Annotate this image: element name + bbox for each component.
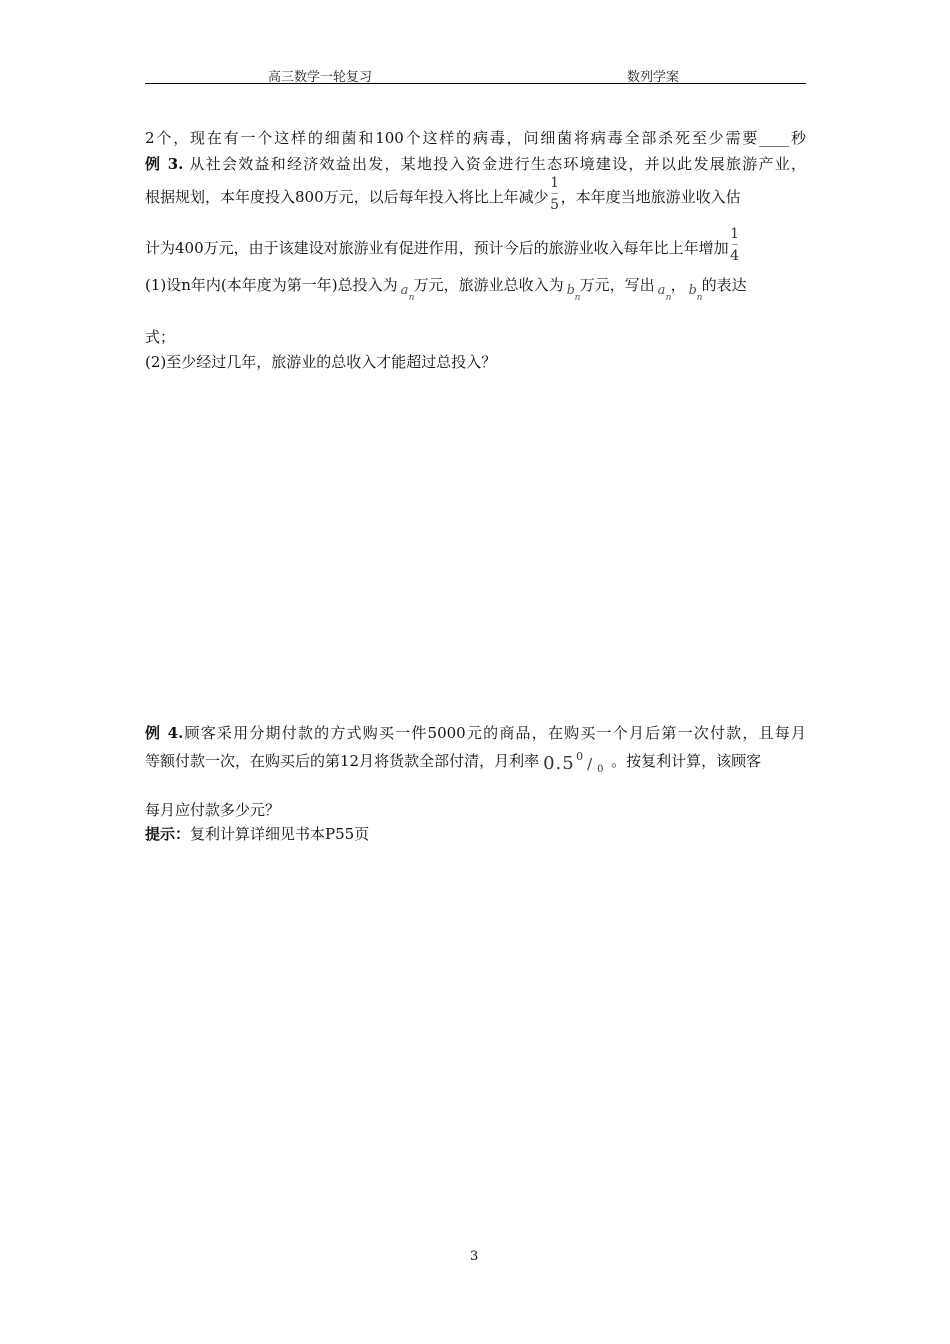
header-rule [145,83,806,84]
example-3-text-4a: (1)设n年内(本年度为第一年)总投入为 [145,276,398,294]
subscript-n: n [574,293,581,303]
header-left: 高三数学一轮复习 [268,70,373,85]
percent-sign-slash: / [587,755,593,773]
example-3-text-1: 从社会效益和经济效益出发，某地投入资金进行生态环境建设，并以此发展旅游产业， [183,155,806,173]
example-3-text-4d: ， [670,276,686,294]
hint-text: 复利计算详细见书本P55页 [190,825,370,843]
example-3-text-4b: 万元，旅游业总收入为 [413,276,564,294]
interest-rate-formula [539,750,611,775]
fraction-one-quarter [729,226,741,264]
hint-line [145,825,369,843]
fraction-denominator: 4 [730,248,740,264]
subscript-n: n [665,293,672,303]
example-3-line-2 [145,175,741,213]
rate-value: 0.5 [543,753,575,774]
example-3-line-4 [145,276,747,303]
example-4-label: 例 4. [145,724,184,742]
fraction-denominator: 5 [550,197,560,213]
example-4-line-2 [145,750,762,775]
example-3-text-2a: 根据规划，本年度投入800万元，以后每年投入将比上年减少 [145,188,549,206]
example-4-line-1 [145,724,806,742]
example-3-text-4e: 的表达 [701,276,747,294]
fraction-numerator: 1 [730,226,740,242]
fraction-bar [732,244,738,245]
example-4-text-1: 顾客采用分期付款的方式购买一件5000元的商品，在购买一个月后第一次付款，且每月 [183,724,806,742]
fraction-numerator: 1 [550,175,560,191]
symbol-a: a [657,283,666,298]
symbol-a-n [655,276,672,303]
symbol-a-n [398,276,415,303]
example-3-line-1 [145,155,806,173]
text-line-1: 2个，现在有一个这样的细菌和100个这样的病毒，问细菌将病毒全部杀死至少需要____秒 [145,129,806,147]
percent-sign-top: 0 [576,750,584,763]
page-number: 3 [470,1249,479,1264]
example-3-line-3 [145,226,741,264]
percent-sign-bottom: 0 [597,764,604,775]
symbol-b: b [566,283,575,298]
example-3-text-4c: 万元，写出 [579,276,655,294]
example-4-line-3: 每月应付款多少元？ [145,801,281,819]
header-right: 数列学案 [627,70,680,85]
subscript-n: n [408,293,415,303]
example-4-text-2b: 。按复利计算，该顾客 [611,752,762,770]
example-3-text-3a: 计为400万元，由于该建设对旅游业有促进作用，预计今后的旅游业收入每年比上年增加 [145,239,729,257]
symbol-b-n [686,276,703,303]
symbol-b-n [564,276,581,303]
fraction-one-fifth [549,175,561,213]
example-3-text-2b: ，本年度当地旅游业收入估 [560,188,741,206]
example-3-question-2: (2)至少经过几年，旅游业的总收入才能超过总投入？ [145,353,497,371]
example-3-label: 例 3. [145,155,184,173]
subscript-n: n [696,293,703,303]
example-3-line-5: 式； [145,328,176,346]
symbol-b: b [688,283,697,298]
example-4-text-2a: 等额付款一次，在购买后的第12月将货款全部付清，月利率 [145,752,540,770]
symbol-a: a [400,283,409,298]
hint-label: 提示： [145,825,191,843]
fraction-bar [552,193,558,194]
